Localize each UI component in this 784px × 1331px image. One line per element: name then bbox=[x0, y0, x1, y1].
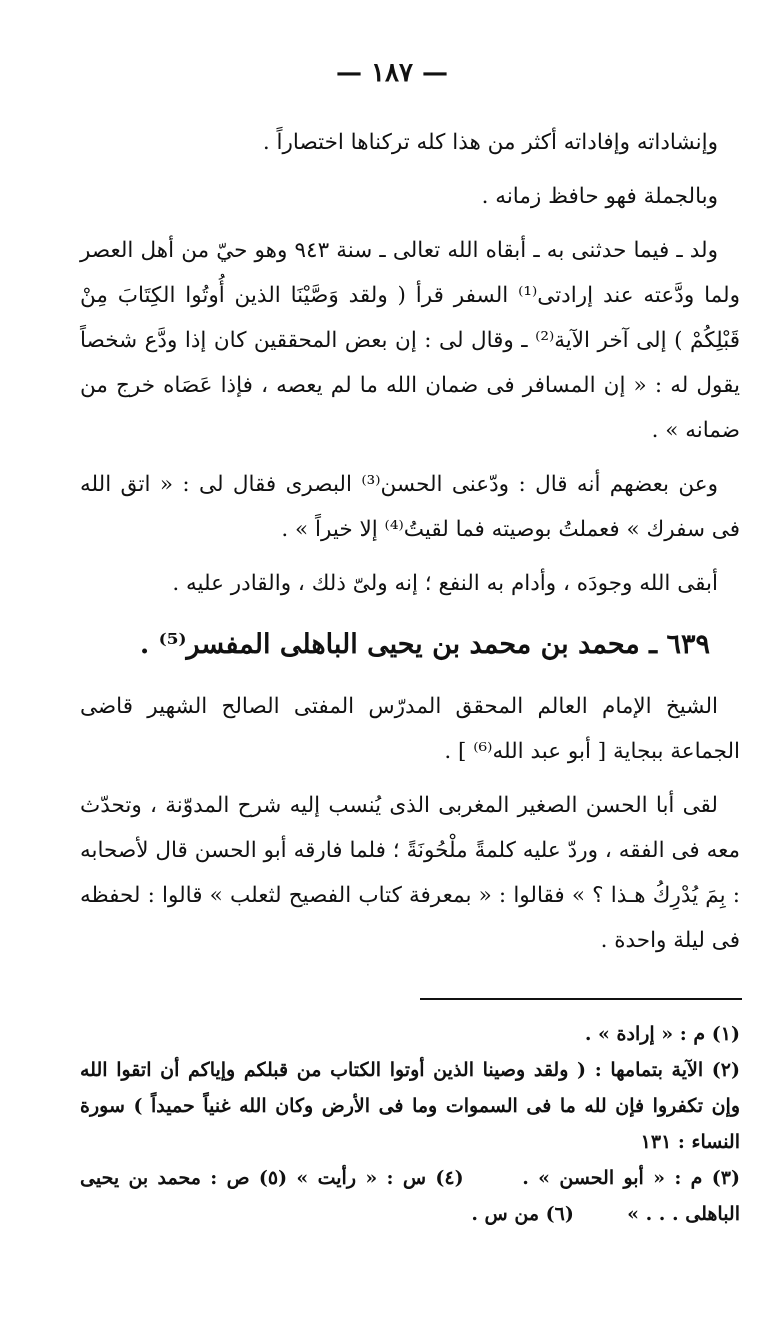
entry-heading: ٦٣٩ ـ محمد بن محمد بن يحيى الباهلى المفسر⁽⁵⁾ . bbox=[139, 629, 710, 660]
paragraph-summary: وبالجملة فهو حافظ زمانه . bbox=[481, 184, 718, 209]
page-number: — ١٨٧ — bbox=[335, 58, 449, 88]
footnote-divider bbox=[420, 998, 742, 1000]
paragraph-birth: ولد ـ فيما حدثنى به ـ أبقاه الله تعالى ـ سنة ٩٤٣ وهو حيّ من أهل العصر ولما ودَّعته عند إرادتى⁽¹⁾ السفر قرأ ( ولقد وَصَّيْنَا الذين أُوتُوا الكِتَابَ مِنْ قَبْلِكُمْ ) إلى آخر الآية⁽²⁾ ـ وقال لى : إن بعض المحققين كان إذا ودَّع شخصاً يقول له : « إن المسافر فى ضمان الله ما لم يعصه ، فإذا عَصَاه خرج من ضمانه » . bbox=[80, 238, 741, 443]
footnote-3: (٣) م : « أبو الحسن » . bbox=[522, 1167, 740, 1189]
footnote-5: (٥) ص : محمد بن يحيى الباهلى . . . » bbox=[80, 1167, 740, 1225]
footnote-row bbox=[80, 1160, 740, 1232]
main-text bbox=[80, 120, 740, 963]
paragraph-recitations: وإنشاداته وإفاداته أكثر من هذا كله تركناها اختصاراً . bbox=[262, 130, 718, 155]
footnote-6: (٦) من س . bbox=[471, 1203, 574, 1225]
footnote-1: (١) م : « إرادة » . bbox=[584, 1023, 740, 1045]
paragraph-title: الشيخ الإمام العالم المحقق المدرّس المفتى الصالح الشهير قاضى الجماعة ببجاية [ أبو عبد الله⁽⁶⁾ ] . bbox=[80, 694, 740, 764]
paragraph-prayer: أبقى الله وجودَه ، وأدام به النفع ؛ إنه ولىّ ذلك ، والقادر عليه . bbox=[172, 571, 718, 596]
footnote-4: (٤) س : « رأيت » bbox=[296, 1167, 464, 1189]
paragraph-hasan-basri: وعن بعضهم أنه قال : ودّعنى الحسن⁽³⁾ البصرى فقال لى : « اتق الله فى سفرك » فعملتُ بوصيته فما لقيتُ⁽⁴⁾ إلا خيراً » . bbox=[80, 472, 740, 542]
footnote-2: (٢) الآية بتمامها : ( ولقد وصينا الذين أوتوا الكتاب من قبلكم وإياكم أن اتقوا الله وإن تكفروا فإن لله ما فى السموات وما فى الأرض وكان الله غنياً حميداً ) سورة النساء : ١٣١ bbox=[80, 1059, 740, 1153]
footnotes bbox=[80, 1016, 740, 1232]
paragraph-abu-hasan: لقى أبا الحسن الصغير المغربى الذى يُنسب إليه شرح المدوّنة ، وتحدّث معه فى الفقه ، وردّ عليه كلمةً ملْحُونَةً ؛ فلما فارقه أبو الحسن قال لأصحابه : بِمَ يُدْرِكُ هـذا ؟ » فقالوا : « بمعرفة كتاب الفصيح لثعلب » قالوا : لحفظه فى ليلة واحدة . bbox=[80, 793, 740, 953]
